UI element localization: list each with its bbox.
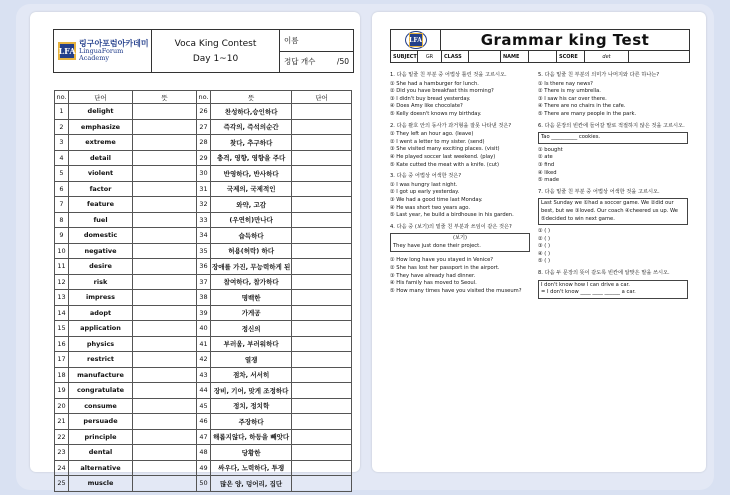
word-cell: physics — [69, 336, 133, 352]
question-8 — [538, 270, 688, 299]
word-answer-cell[interactable] — [292, 367, 352, 383]
table-row — [55, 460, 352, 476]
row-number-2: 45 — [197, 398, 211, 414]
meaning-cell: 해롭지않다, 하등을 빼앗다 — [211, 429, 292, 445]
word-cell: alternative — [69, 460, 133, 476]
meaning-cell: 참여하다, 참가하다 — [211, 274, 292, 290]
example-box: Last Sunday we ①had a soccer game. We ②did our best, but we ③loved. Our coach ④cheered us up. We ⑤decided to win next game. — [538, 198, 688, 225]
name-field[interactable] — [529, 51, 557, 62]
meaning-cell: 주장하다 — [211, 414, 292, 430]
meaning-cell: (우연히)만나다 — [211, 212, 292, 228]
word-answer-cell[interactable] — [292, 104, 352, 120]
row-number: 19 — [55, 383, 69, 399]
row-number: 15 — [55, 321, 69, 337]
meaning-cell: 열쟁 — [211, 352, 292, 368]
meaning-answer-cell[interactable] — [133, 429, 197, 445]
row-number: 14 — [55, 305, 69, 321]
table-row — [55, 321, 352, 337]
row-number-2: 46 — [197, 414, 211, 430]
word-answer-cell[interactable] — [292, 274, 352, 290]
table-row — [55, 445, 352, 461]
word-cell: impress — [69, 290, 133, 306]
row-number-2: 41 — [197, 336, 211, 352]
question-6 — [538, 123, 688, 185]
voca-header — [53, 29, 354, 73]
row-number-2: 36 — [197, 259, 211, 275]
table-row — [55, 212, 352, 228]
row-number: 21 — [55, 414, 69, 430]
table-row — [55, 290, 352, 306]
row-number-2: 34 — [197, 228, 211, 244]
meaning-answer-cell[interactable] — [133, 135, 197, 151]
word-answer-cell[interactable] — [292, 445, 352, 461]
question-title: 1. 다음 밑줄 친 부분 중 어법상 틀린 것을 고르시오. — [390, 72, 507, 78]
meaning-cell: 부러움, 부러워하다 — [211, 336, 292, 352]
example-box — [390, 233, 530, 252]
table-row — [55, 398, 352, 414]
meaning-cell: 싸우다, 노력하다, 투쟁 — [211, 460, 292, 476]
meaning-cell: 습득하다 — [211, 228, 292, 244]
row-number-2: 31 — [197, 181, 211, 197]
word-cell: detail — [69, 150, 133, 166]
option[interactable]: ③ They have already had dinner. — [390, 272, 476, 279]
table-row — [55, 150, 352, 166]
meaning-answer-cell[interactable] — [133, 445, 197, 461]
grammar-header — [390, 29, 690, 63]
word-cell: domestic — [69, 228, 133, 244]
class-field[interactable] — [469, 51, 501, 62]
option[interactable]: ⑤ made — [538, 177, 560, 184]
header-word-2: 단어 — [292, 91, 352, 104]
word-answer-cell[interactable] — [292, 414, 352, 430]
row-number: 24 — [55, 460, 69, 476]
option[interactable]: ⑤ Kate cutted the meat with a knife. (cut) — [390, 161, 500, 168]
word-cell: delight — [69, 104, 133, 120]
academy-logo-icon — [391, 30, 441, 50]
subject-value: GR — [418, 51, 442, 62]
option[interactable]: ① How long have you stayed in Venice? — [390, 257, 494, 264]
word-cell: consume — [69, 398, 133, 414]
word-cell: feature — [69, 197, 133, 213]
meaning-cell: 정치, 정치학 — [211, 398, 292, 414]
option[interactable]: ③ I saw his car over there. — [538, 95, 607, 102]
word-answer-cell[interactable] — [292, 290, 352, 306]
answer-slot[interactable]: ③ ( ) — [538, 243, 550, 250]
question-title: 7. 다음 밑줄 친 부분 중 어법상 어색한 것을 고르시오. — [538, 188, 660, 195]
answer-slot[interactable]: ⑤ ( ) — [538, 258, 550, 265]
grammar-test-sheet — [372, 12, 706, 472]
option[interactable]: ② I got up early yesterday. — [390, 189, 460, 196]
word-answer-cell[interactable] — [292, 228, 352, 244]
meaning-cell: 국제의, 국제적인 — [211, 181, 292, 197]
question-1 — [390, 72, 530, 119]
row-number-2: 26 — [197, 104, 211, 120]
row-number-2: 39 — [197, 305, 211, 321]
word-cell: dental — [69, 445, 133, 461]
option[interactable]: ② She has lost her passport in the airport. — [390, 265, 500, 272]
option[interactable]: ③ She visited many exciting places. (visit) — [390, 146, 500, 153]
example-box: Tao __________ cookies. — [538, 132, 688, 144]
word-cell: negative — [69, 243, 133, 259]
option[interactable]: ④ He was short two years ago. — [390, 204, 471, 211]
table-row — [55, 135, 352, 151]
word-answer-cell[interactable] — [292, 336, 352, 352]
word-cell: restrict — [69, 352, 133, 368]
option[interactable]: ② There is my umbrella. — [538, 88, 601, 95]
meaning-answer-cell[interactable] — [133, 243, 197, 259]
header-no-2: no. — [197, 91, 211, 104]
example-box-text: They have just done their project. — [393, 242, 481, 249]
meaning-answer-cell[interactable] — [133, 274, 197, 290]
meaning-cell: 찬성하다,승인하다 — [211, 104, 292, 120]
table-row — [55, 228, 352, 244]
word-answer-cell[interactable] — [292, 383, 352, 399]
question-title: 4. 다음 중 (보기)의 밑줄 친 부분과 쓰임이 같은 것은? — [390, 223, 512, 230]
question-5 — [538, 72, 688, 119]
meaning-cell: 장애를 가진, 무능력하게 된 — [211, 259, 292, 275]
option[interactable]: ③ We had a good time last Monday. — [390, 196, 483, 203]
meaning-answer-cell[interactable] — [133, 398, 197, 414]
table-row — [55, 259, 352, 275]
option[interactable]: ⑤ Last year, he build a birdhouse in his garden. — [390, 212, 514, 219]
meaning-answer-cell[interactable] — [133, 321, 197, 337]
option[interactable]: ⑤ Kelly doesn't knows my birthday. — [390, 110, 482, 117]
vocab-table — [54, 90, 352, 492]
row-number: 7 — [55, 197, 69, 213]
table-row — [55, 166, 352, 182]
table-row — [55, 181, 352, 197]
meaning-answer-cell[interactable] — [133, 150, 197, 166]
word-answer-cell[interactable] — [292, 181, 352, 197]
question-title: 3. 다음 중 어법상 어색한 것은? — [390, 173, 462, 180]
option[interactable]: ① Is there nay news? — [538, 80, 593, 87]
word-answer-cell[interactable] — [292, 429, 352, 445]
question-7 — [538, 189, 688, 266]
table-row — [55, 197, 352, 213]
option[interactable]: ④ There are no chairs in the cafe. — [538, 103, 626, 110]
meaning-cell: 장비, 기어, 맞게 조정하다 — [211, 383, 292, 399]
meaning-cell: 점차, 서서히 — [211, 367, 292, 383]
voca-test-sheet — [30, 12, 360, 488]
word-cell: congratulate — [69, 383, 133, 399]
meaning-answer-cell[interactable] — [133, 414, 197, 430]
option[interactable]: ④ Does Amy like chocolate? — [390, 103, 463, 110]
table-row — [55, 305, 352, 321]
option[interactable]: ① She had a hamburger for lunch. — [390, 80, 479, 87]
meaning-cell: 허용(허락) 하다 — [211, 243, 292, 259]
word-answer-cell[interactable] — [292, 212, 352, 228]
meaning-cell: 정신의 — [211, 321, 292, 337]
name-label: 이름 — [284, 35, 299, 45]
word-answer-cell[interactable] — [292, 460, 352, 476]
word-cell: risk — [69, 274, 133, 290]
answer-slot[interactable]: ② ( ) — [538, 235, 550, 242]
row-number-2: 29 — [197, 150, 211, 166]
score-label: 정답 개수 — [284, 57, 316, 67]
word-answer-cell[interactable] — [292, 197, 352, 213]
meaning-cell: 많은 양, 덩어리, 집단 — [211, 476, 292, 492]
example-box — [538, 280, 688, 299]
row-number: 3 — [55, 135, 69, 151]
word-answer-cell[interactable] — [292, 259, 352, 275]
test-title: Grammar king Test — [480, 31, 650, 49]
row-number-2: 32 — [197, 197, 211, 213]
option[interactable]: ⑤ How many times have you visited the museum? — [390, 287, 522, 294]
row-number-2: 40 — [197, 321, 211, 337]
row-number-2: 50 — [197, 476, 211, 492]
meaning-answer-cell[interactable] — [133, 336, 197, 352]
brand-korean: 링구아포럼아카데미 — [79, 38, 149, 48]
answer-slot[interactable]: ④ ( ) — [538, 250, 550, 257]
row-number-2: 30 — [197, 166, 211, 182]
word-answer-cell[interactable] — [292, 476, 352, 492]
name-label: NAME — [501, 51, 529, 62]
meaning-answer-cell[interactable] — [133, 212, 197, 228]
row-number: 6 — [55, 181, 69, 197]
meaning-answer-cell[interactable] — [133, 181, 197, 197]
meaning-answer-cell[interactable] — [133, 197, 197, 213]
meaning-answer-cell[interactable] — [133, 460, 197, 476]
meaning-answer-cell[interactable] — [133, 367, 197, 383]
score-value: det — [585, 51, 629, 62]
row-number: 22 — [55, 429, 69, 445]
row-number: 9 — [55, 228, 69, 244]
word-answer-cell[interactable] — [292, 398, 352, 414]
contest-title: Voca King Contest — [174, 38, 257, 49]
class-label: CLASS — [442, 51, 469, 62]
word-answer-cell[interactable] — [292, 150, 352, 166]
table-row — [55, 119, 352, 135]
word-answer-cell[interactable] — [292, 321, 352, 337]
word-cell: principle — [69, 429, 133, 445]
name-field[interactable] — [280, 30, 353, 52]
row-number: 4 — [55, 150, 69, 166]
option[interactable]: ② I went a letter to my sister. (send) — [390, 138, 485, 145]
questions-left-column — [390, 72, 530, 299]
word-cell: muscle — [69, 476, 133, 492]
academy-brand — [54, 30, 152, 72]
word-cell: extreme — [69, 135, 133, 151]
option[interactable]: ⑤ There are many people in the park. — [538, 110, 637, 117]
word-cell: violent — [69, 166, 133, 182]
table-row — [55, 336, 352, 352]
option[interactable]: ③ find — [538, 161, 555, 168]
student-info — [280, 30, 353, 72]
meaning-answer-cell[interactable] — [133, 305, 197, 321]
option[interactable]: ④ His family has moved to Seoul. — [390, 280, 477, 287]
question-title: 5. 다음 밑줄 친 부분의 의미가 나머지와 다른 하나는? — [538, 72, 660, 78]
meaning-cell: 즉각의, 즉석의순간 — [211, 119, 292, 135]
header-no: no. — [55, 91, 69, 104]
question-3 — [390, 173, 530, 220]
header-meaning: 뜻 — [133, 91, 197, 104]
row-number: 18 — [55, 367, 69, 383]
row-number-2: 28 — [197, 135, 211, 151]
meaning-cell: 충격, 영향, 영향을 주다 — [211, 150, 292, 166]
row-number: 23 — [55, 445, 69, 461]
row-number-2: 44 — [197, 383, 211, 399]
row-number-2: 27 — [197, 119, 211, 135]
word-answer-cell[interactable] — [292, 305, 352, 321]
logo-mark: LFA — [409, 33, 423, 47]
option[interactable]: ③ I didn't buy bread yesterday. — [390, 95, 471, 102]
row-number-2: 47 — [197, 429, 211, 445]
question-2 — [390, 123, 530, 170]
question-title: 6. 다음 문장의 빈칸에 들어갈 말로 적절하지 않은 것을 고르시오. — [538, 122, 685, 129]
word-cell: adopt — [69, 305, 133, 321]
meaning-answer-cell[interactable] — [133, 383, 197, 399]
row-number-2: 35 — [197, 243, 211, 259]
option[interactable]: ① bought — [538, 146, 563, 153]
header-word: 단어 — [69, 91, 133, 104]
word-cell: emphasize — [69, 119, 133, 135]
answer-slot[interactable]: ① ( ) — [538, 228, 550, 235]
word-cell: fuel — [69, 212, 133, 228]
row-number: 17 — [55, 352, 69, 368]
question-title: 8. 다음 두 문장의 뜻이 같도록 빈칸에 알맞은 말을 쓰시오. — [538, 270, 670, 277]
meaning-answer-cell[interactable] — [133, 290, 197, 306]
word-answer-cell[interactable] — [292, 119, 352, 135]
question-title: 2. 다음 괄호 안의 동사가 과거형을 잘못 나타낸 것은? — [390, 122, 512, 129]
option[interactable]: ① They left an hour ago. (leave) — [390, 131, 474, 138]
meaning-cell: 당황한 — [211, 445, 292, 461]
table-row — [55, 414, 352, 430]
option[interactable]: ② Did you have breakfast this morning? — [390, 88, 494, 95]
meaning-cell: 찾다, 추구하다 — [211, 135, 292, 151]
word-cell: desire — [69, 259, 133, 275]
meaning-cell: 명백한 — [211, 290, 292, 306]
word-cell: factor — [69, 181, 133, 197]
example-line-2[interactable]: = I don't know ____ ____ ______ a car. — [541, 289, 636, 296]
header-meaning-2: 뜻 — [211, 91, 292, 104]
subject-label: SUBJECT — [391, 51, 418, 62]
option[interactable]: ④ He played soccer last weekend. (play) — [390, 153, 496, 160]
info-bar — [391, 51, 689, 62]
meaning-cell: 와약, 고감 — [211, 197, 292, 213]
table-row — [55, 274, 352, 290]
table-row — [55, 383, 352, 399]
row-number: 10 — [55, 243, 69, 259]
row-number: 16 — [55, 336, 69, 352]
word-answer-cell[interactable] — [292, 135, 352, 151]
contest-title-block — [152, 30, 280, 72]
row-number-2: 42 — [197, 352, 211, 368]
day-range: Day 1~10 — [192, 53, 239, 64]
row-number: 2 — [55, 119, 69, 135]
score-total: /50 — [336, 57, 349, 67]
row-number: 1 — [55, 104, 69, 120]
row-number: 8 — [55, 212, 69, 228]
score-field[interactable] — [280, 52, 353, 73]
meaning-answer-cell[interactable] — [133, 104, 197, 120]
option[interactable]: ② ate — [538, 154, 553, 161]
row-number: 20 — [55, 398, 69, 414]
word-cell: application — [69, 321, 133, 337]
row-number-2: 38 — [197, 290, 211, 306]
meaning-answer-cell[interactable] — [133, 476, 197, 492]
row-number-2: 49 — [197, 460, 211, 476]
table-row — [55, 104, 352, 120]
word-cell: persuade — [69, 414, 133, 430]
table-row — [55, 243, 352, 259]
word-cell: manufacture — [69, 367, 133, 383]
question-4 — [390, 224, 530, 296]
meaning-cell: 반영하다, 반사하다 — [211, 166, 292, 182]
row-number-2: 33 — [197, 212, 211, 228]
table-row — [55, 352, 352, 368]
example-box-title: (보기) — [452, 235, 468, 242]
row-number: 12 — [55, 274, 69, 290]
option[interactable]: ④ liked — [538, 169, 557, 176]
option[interactable]: ① I was hungry last night. — [390, 181, 458, 188]
row-number: 13 — [55, 290, 69, 306]
row-number-2: 48 — [197, 445, 211, 461]
table-row — [55, 367, 352, 383]
meaning-cell: 가게공 — [211, 305, 292, 321]
brand-english: LinguaForum Academy — [79, 47, 124, 63]
row-number: 5 — [55, 166, 69, 182]
table-row — [55, 476, 352, 492]
vocab-header-row — [55, 91, 352, 104]
meaning-answer-cell[interactable] — [133, 352, 197, 368]
row-number: 11 — [55, 259, 69, 275]
word-answer-cell[interactable] — [292, 352, 352, 368]
score-label: SCORE — [557, 51, 585, 62]
row-number-2: 43 — [197, 367, 211, 383]
questions-right-column — [538, 72, 688, 303]
meaning-answer-cell[interactable] — [133, 228, 197, 244]
word-answer-cell[interactable] — [292, 166, 352, 182]
row-number-2: 37 — [197, 274, 211, 290]
row-number: 25 — [55, 476, 69, 492]
meaning-answer-cell[interactable] — [133, 166, 197, 182]
word-answer-cell[interactable] — [292, 243, 352, 259]
meaning-answer-cell[interactable] — [133, 119, 197, 135]
table-row — [55, 429, 352, 445]
academy-logo-icon: LFA — [58, 42, 76, 60]
meaning-answer-cell[interactable] — [133, 259, 197, 275]
score-extra — [629, 51, 689, 62]
example-line-1: I don't know how I can drive a car. — [541, 281, 630, 288]
